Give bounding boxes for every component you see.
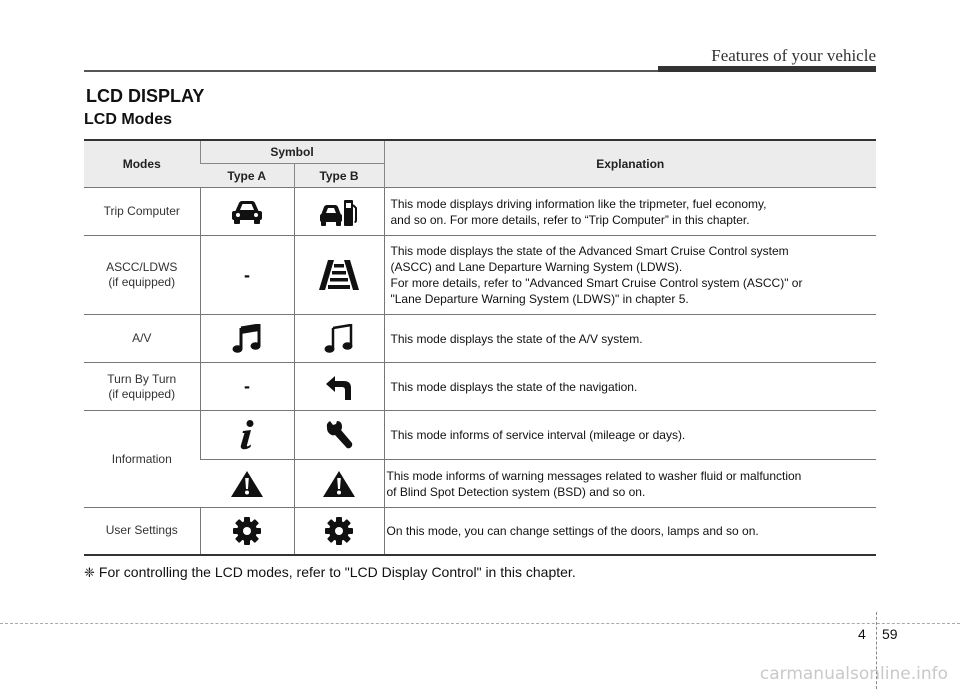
section-title: LCD DISPLAY: [86, 86, 205, 106]
explanation-cell: This mode displays the state of the navigation.: [384, 363, 876, 411]
type-a-cell: [200, 508, 294, 555]
mode-cell: User Settings: [84, 508, 200, 555]
header-type-a: Type A: [200, 164, 294, 188]
type-a-cell: [200, 188, 294, 236]
type-b-cell: [294, 508, 384, 555]
page-footer-rule: [0, 623, 960, 624]
type-b-cell: [294, 363, 384, 411]
explanation-cell: This mode informs of service interval (mileage or days).: [384, 411, 876, 460]
mode-cell: Turn By Turn (if equipped): [84, 363, 200, 411]
table-row: [84, 188, 876, 236]
type-a-cell: [200, 411, 294, 460]
page-number: 59: [882, 626, 898, 642]
music-note-icon: [231, 324, 263, 354]
page-header-title: Features of your vehicle: [711, 46, 876, 65]
mode-cell: ASCC/LDWS (if equipped): [84, 236, 200, 315]
header-type-b: Type B: [294, 164, 384, 188]
mode-cell: A/V: [84, 315, 200, 363]
header-symbol: Symbol: [200, 140, 384, 164]
subsection-title: LCD Modes: [84, 111, 172, 128]
warning-triangle-icon: [230, 470, 264, 498]
lane-icon: [318, 258, 360, 292]
mode-cell: Trip Computer: [84, 188, 200, 236]
mode-cell: Information: [84, 411, 200, 508]
table-row: [84, 460, 876, 508]
car-fuel-pump-icon: [319, 196, 359, 228]
type-b-cell: [294, 236, 384, 315]
explanation-cell: This mode displays driving information like the tripmeter, fuel economy, and so on. For more details, refer to “Trip Computer” in this chapter.: [384, 188, 876, 236]
wrench-icon: [324, 420, 354, 450]
lcd-modes-table: [84, 139, 876, 556]
music-note-icon: [323, 324, 355, 354]
gear-icon: [232, 516, 262, 546]
explanation-cell: This mode displays the state of the A/V system.: [384, 315, 876, 363]
info-icon: [236, 419, 258, 451]
table-row: [84, 508, 876, 555]
table-row: [84, 236, 876, 315]
type-a-cell: [200, 315, 294, 363]
watermark: carmanualsonline.info: [759, 664, 948, 684]
header-explanation: Explanation: [384, 140, 876, 188]
footnote-symbol: ❈: [84, 565, 95, 580]
explanation-cell: This mode displays the state of the Advanced Smart Cruise Control system (ASCC) and Lane Departure Warning System (LDWS). For more details, refer to "Advanced Smart Cruise Control system (ASCC)" or "Lane Departure Warning System (LDWS)" in chapter 5.: [384, 236, 876, 315]
explanation-cell: This mode informs of warning messages related to washer fluid or malfunction of Blind Spot Detection system (BSD) and so on.: [384, 460, 876, 508]
header-rule: [84, 70, 660, 72]
type-a-cell: -: [200, 236, 294, 315]
chapter-number: 4: [858, 626, 866, 642]
turn-arrow-icon: [324, 372, 354, 402]
table-row: [84, 363, 876, 411]
table-row: [84, 315, 876, 363]
type-a-cell: -: [200, 363, 294, 411]
car-icon: [229, 198, 265, 226]
type-b-cell: [294, 411, 384, 460]
warning-triangle-icon: [322, 470, 356, 498]
type-b-cell: [294, 460, 384, 508]
header-modes: Modes: [84, 140, 200, 188]
type-b-cell: [294, 315, 384, 363]
explanation-cell: On this mode, you can change settings of the doors, lamps and so on.: [384, 508, 876, 555]
gear-icon: [324, 516, 354, 546]
type-a-cell: [200, 460, 294, 508]
footnote: [84, 564, 576, 581]
type-b-cell: [294, 188, 384, 236]
table-row: [84, 411, 876, 460]
footnote-text: For controlling the LCD modes, refer to "LCD Display Control" in this chapter.: [98, 564, 576, 580]
header-rule-accent: [658, 66, 876, 72]
